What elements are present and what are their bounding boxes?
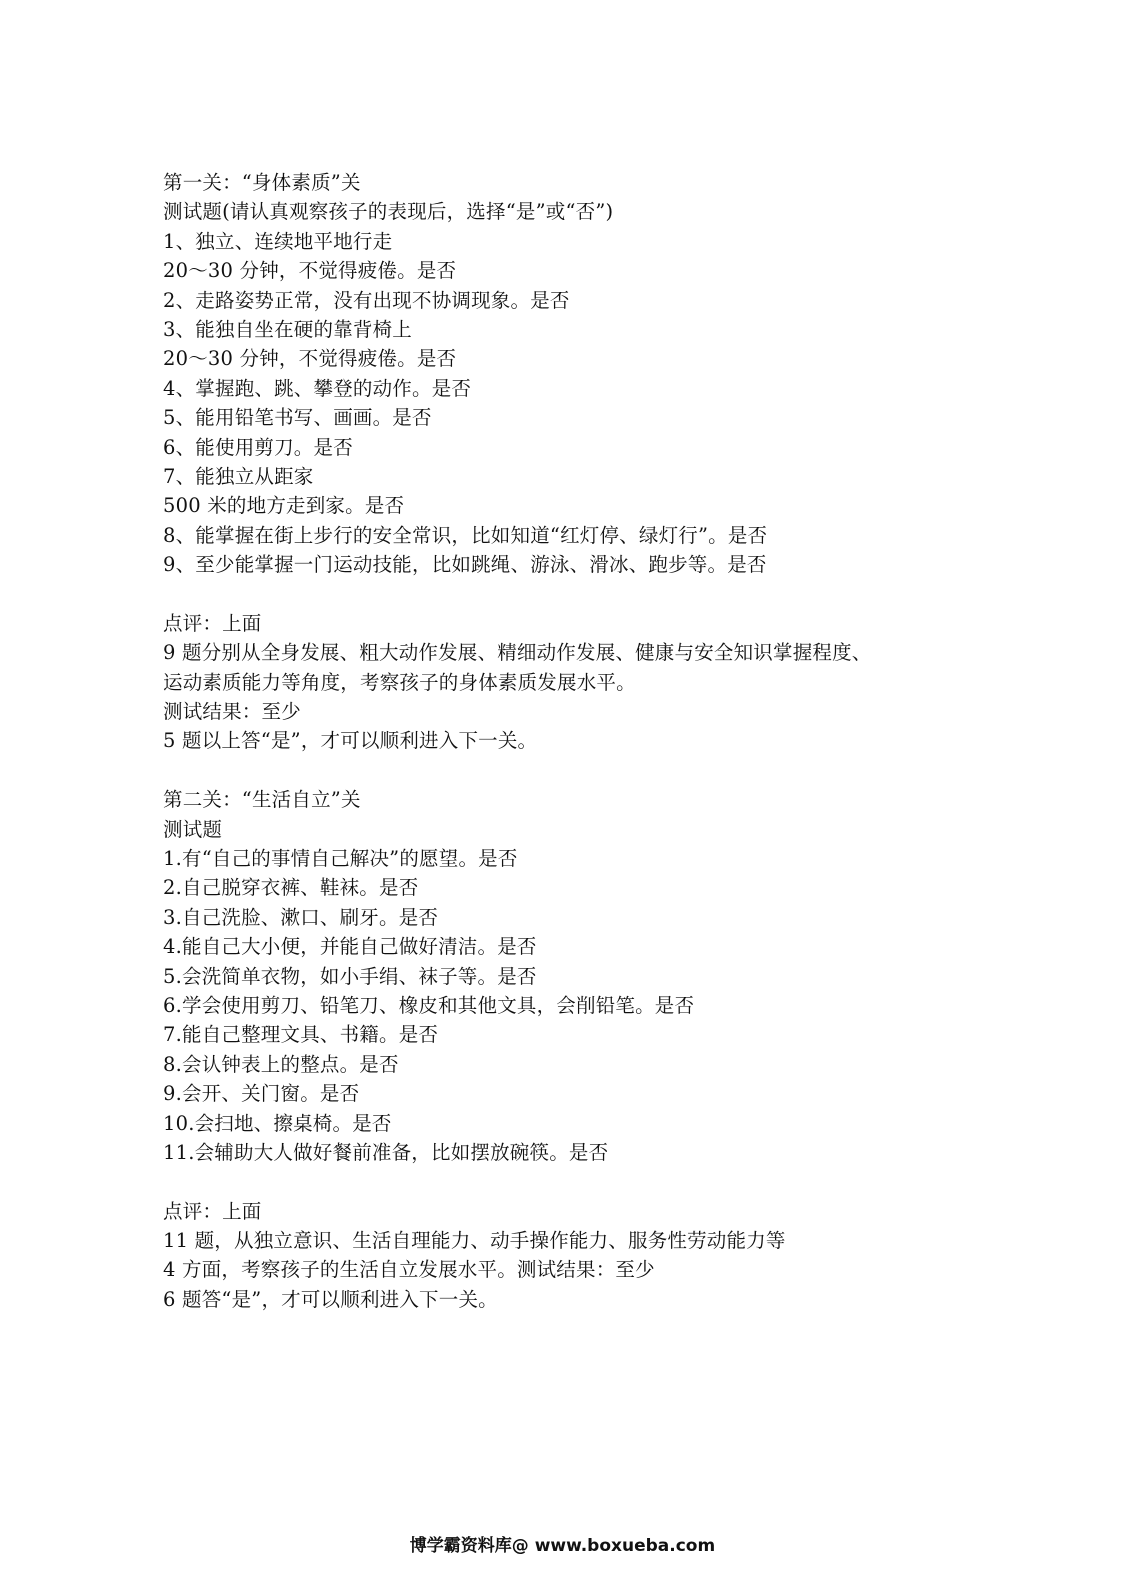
section1-review-line: 5 题以上答“是”，才可以顺利进入下一关。 xyxy=(163,729,538,753)
section1-review-line: 9 题分别从全身发展、粗大动作发展、精细动作发展、健康与安全知识掌握程度、 xyxy=(163,641,872,665)
footer-watermark: 博学霸资料库@ www.boxueba.com xyxy=(409,1536,716,1556)
section1-line: 8、能掌握在街上步行的安全常识，比如知道“红灯停、绿灯行”。是否 xyxy=(163,523,768,547)
section1-review-line: 点评：上面 xyxy=(163,611,262,635)
document-body xyxy=(163,168,1093,1314)
section1-review-line: 运动素质能力等角度，考察孩子的身体素质发展水平。 xyxy=(163,670,636,694)
section2-line: 4.能自己大小便，并能自己做好清洁。是否 xyxy=(163,935,537,959)
section1-line: 6、能使用剪刀。是否 xyxy=(163,435,353,459)
section1-intro: 测试题(请认真观察孩子的表现后，选择“是”或“否”) xyxy=(163,200,614,224)
section2-review-line: 4 方面，考察孩子的生活自立发展水平。测试结果：至少 xyxy=(163,1258,655,1282)
section1-line: 2、走路姿势正常，没有出现不协调现象。是否 xyxy=(163,288,570,312)
section2-review-line: 11 题，从独立意识、生活自理能力、动手操作能力、服务性劳动能力等 xyxy=(163,1229,786,1253)
paragraph-gap xyxy=(163,756,1093,785)
section2-review-line: 6 题答“是”，才可以顺利进入下一关。 xyxy=(163,1287,498,1311)
section1-line: 5、能用铅笔书写、画画。是否 xyxy=(163,406,432,430)
section1-review-line: 测试结果：至少 xyxy=(163,700,301,724)
section2-line: 3.自己洗脸、漱口、刷牙。是否 xyxy=(163,905,439,929)
section2-line: 10.会扫地、擦桌椅。是否 xyxy=(163,1111,392,1135)
section2-line: 1.有“自己的事情自己解决”的愿望。是否 xyxy=(163,846,518,870)
paragraph-gap xyxy=(163,1167,1093,1196)
section2-review-line: 点评：上面 xyxy=(163,1199,262,1223)
section2-line: 5.会洗简单衣物，如小手绢、袜子等。是否 xyxy=(163,964,537,988)
section2-line: 7.能自己整理文具、书籍。是否 xyxy=(163,1023,439,1047)
section2-title: 第二关：“生活自立”关 xyxy=(163,788,361,812)
section1-line: 7、能独立从距家 xyxy=(163,464,314,488)
section2-line: 9.会开、关门窗。是否 xyxy=(163,1082,360,1106)
section1-line: 4、掌握跑、跳、攀登的动作。是否 xyxy=(163,376,472,400)
section1-line: 20～30 分钟，不觉得疲倦。是否 xyxy=(163,259,457,283)
section1-line: 20～30 分钟，不觉得疲倦。是否 xyxy=(163,347,457,371)
section2-intro: 测试题 xyxy=(163,817,223,841)
section1-line: 9、至少能掌握一门运动技能，比如跳绳、游泳、滑冰、跑步等。是否 xyxy=(163,553,767,577)
section1-line: 1、独立、连续地平地行走 xyxy=(163,229,393,253)
paragraph-gap xyxy=(163,579,1093,608)
section1-line: 500 米的地方走到家。是否 xyxy=(163,494,405,518)
section2-line: 2.自己脱穿衣裤、鞋袜。是否 xyxy=(163,876,419,900)
section1-title: 第一关：“身体素质”关 xyxy=(163,171,361,194)
section1-line: 3、能独自坐在硬的靠背椅上 xyxy=(163,317,413,341)
section2-line: 11.会辅助大人做好餐前准备，比如摆放碗筷。是否 xyxy=(163,1140,609,1164)
section2-line: 8.会认钟表上的整点。是否 xyxy=(163,1052,399,1076)
section2-line: 6.学会使用剪刀、铅笔刀、橡皮和其他文具，会削铅笔。是否 xyxy=(163,993,695,1017)
